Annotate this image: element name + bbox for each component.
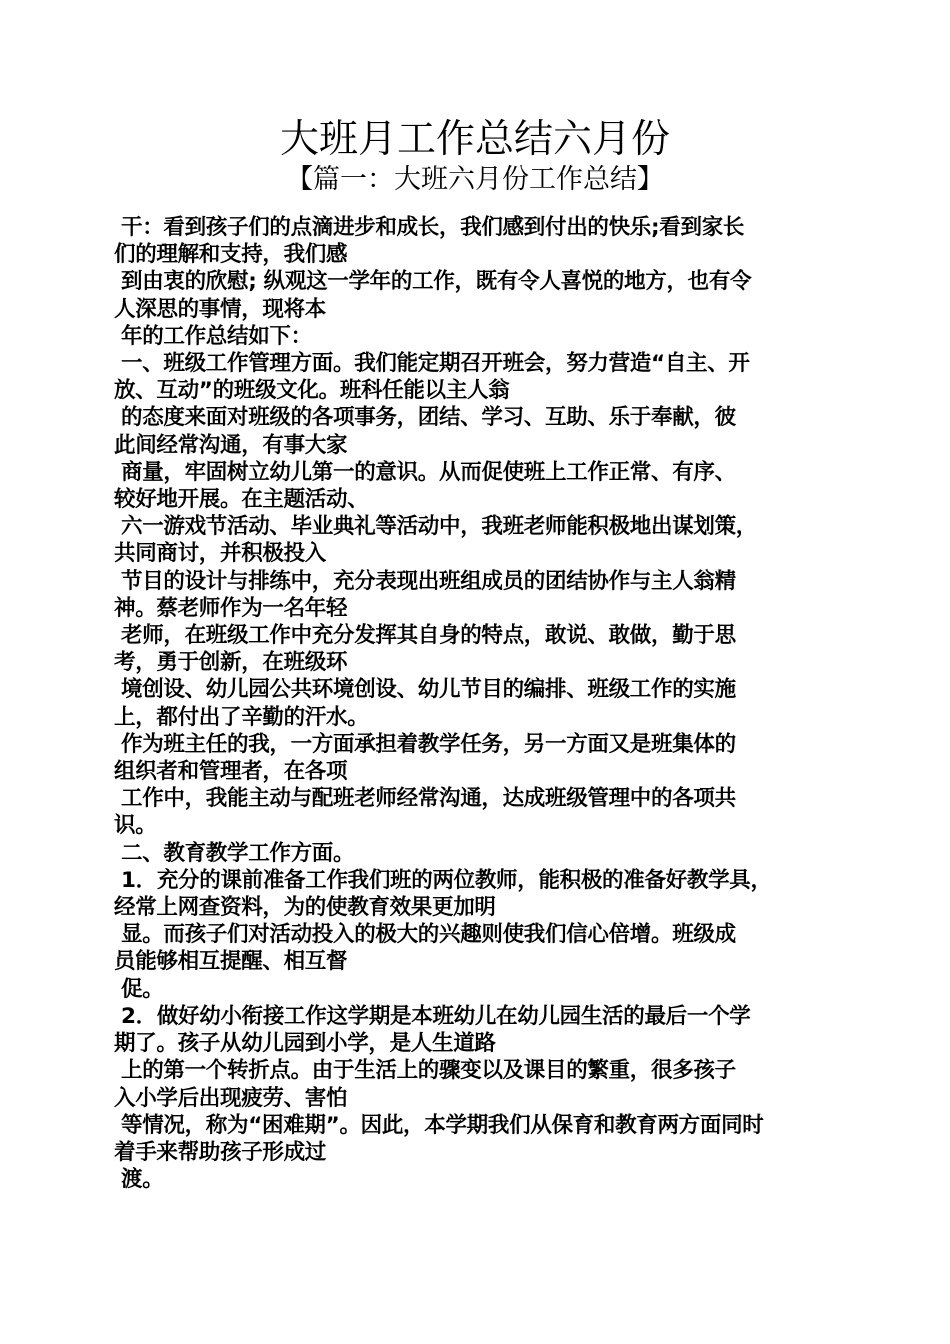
body-line: 着手来帮助孩子形成过 — [114, 1139, 327, 1165]
body-line: 二、教育教学工作方面。 — [121, 840, 355, 866]
body-line: 六一游戏节活动、毕业典礼等活动中，我班老师能积极地出谋划策， — [121, 514, 758, 540]
body-line: 组织者和管理者，在各项 — [114, 759, 348, 785]
document-body — [114, 214, 854, 1193]
body-line: 商量，牢固树立幼儿第一的意识。从而促使班上工作正常、有序、 — [121, 459, 736, 485]
body-line: 节目的设计与排练中，充分表现出班组成员的团结协作与主人翁精 — [121, 568, 736, 594]
body-line: 促。 — [121, 976, 164, 1002]
body-line: 放、互动”的班级文化。班科任能以主人翁 — [114, 378, 510, 404]
body-line: 老师，在班级工作中充分发挥其自身的特点，敢说、敢做，勤于思 — [121, 623, 736, 649]
body-line: 识。 — [114, 813, 157, 839]
body-line: 渡。 — [121, 1167, 164, 1193]
body-line: 到由衷的欣慰; 纵观这一学年的工作，既有令人喜悦的地方，也有令 — [121, 269, 752, 295]
body-line: 神。蔡老师作为一名年轻 — [114, 595, 348, 621]
body-line: 经常上网查资料，为的使教育效果更加明 — [114, 895, 496, 921]
body-line: 考，勇于创新，在班级环 — [114, 650, 348, 676]
body-line: 境创设、幼儿园公共环境创设、幼儿节目的编排、班级工作的实施 — [121, 677, 736, 703]
body-line: 员能够相互提醒、相互督 — [114, 949, 348, 975]
body-line: 们的理解和支持，我们感 — [114, 242, 348, 268]
body-line: 2．做好幼小衔接工作这学期是本班幼儿在幼儿园生活的最后一个学 — [121, 1003, 751, 1029]
body-line: 期了。孩子从幼儿园到小学，是人生道路 — [114, 1031, 496, 1057]
body-line: 1．充分的课前准备工作我们班的两位教师，能积极的准备好教学具， — [121, 867, 772, 893]
body-line: 等情况，称为“困难期”。因此，本学期我们从保育和教育两方面同时 — [121, 1112, 764, 1138]
document-title: 大班月工作总结六月份 — [279, 117, 670, 162]
body-line: 入小学后出现疲劳、害怕 — [114, 1085, 348, 1111]
body-line: 显。而孩子们对活动投入的极大的兴趣则使我们信心倍增。班级成 — [121, 922, 736, 948]
body-line: 上的第一个转折点。由于生活上的骤变以及课目的繁重，很多孩子 — [121, 1058, 736, 1084]
body-line: 此间经常沟通，有事大家 — [114, 432, 348, 458]
body-line: 作为班主任的我，一方面承担着教学任务，另一方面又是班集体的 — [121, 731, 736, 757]
body-line: 一、班级工作管理方面。我们能定期召开班会，努力营造“自主、开 — [121, 351, 750, 377]
body-line: 工作中，我能主动与配班老师经常沟通，达成班级管理中的各项共 — [121, 786, 736, 812]
document-subtitle: 【篇一：大班六月份工作总结】 — [286, 164, 664, 195]
body-line: 较好地开展。在主题活动、 — [114, 487, 369, 513]
body-line: 的态度来面对班级的各项事务，团结、学习、互助、乐于奉献，彼 — [121, 405, 736, 431]
body-line: 干：看到孩子们的点滴进步和成长，我们感到付出的快乐;看到家长 — [121, 215, 745, 240]
body-line: 上，都付出了辛勤的汗水。 — [114, 704, 369, 730]
body-line: 人深思的事情，现将本 — [114, 296, 327, 322]
body-line: 共同商讨，并积极投入 — [114, 541, 327, 567]
body-line: 年的工作总结如下： — [121, 323, 312, 349]
